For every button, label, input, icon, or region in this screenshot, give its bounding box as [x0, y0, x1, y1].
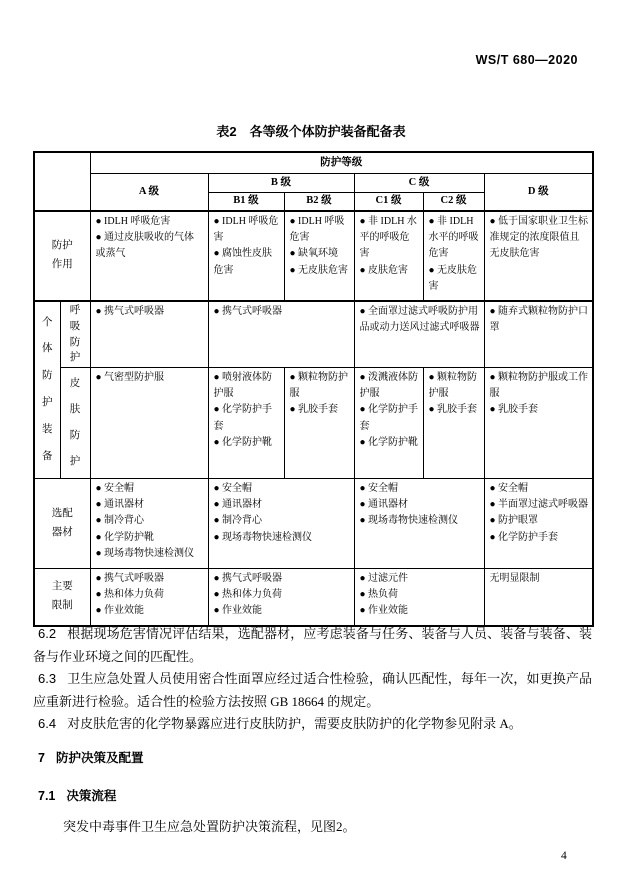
- cell-effect-d: [484, 211, 593, 301]
- bullet-item: ● 化学防护手套: [359, 404, 419, 432]
- bullet-item: ● 现场毒物快速检测仪: [359, 515, 459, 527]
- bullet-item: ● 通讯器材: [359, 499, 409, 511]
- cell-effect-c2: [423, 211, 484, 301]
- clause-6-4: [33, 713, 592, 736]
- bullet-item: ● IDLH 呼吸危害: [213, 216, 279, 244]
- cell-effect-a: [90, 211, 208, 301]
- bullet-item: ● IDLH 呼吸危害: [95, 216, 171, 227]
- row-label-ppe: 个体防护装备: [34, 301, 60, 479]
- row-skin-protection: [34, 368, 593, 479]
- header-class-c: C 级: [354, 173, 484, 192]
- cell-resp-d: [484, 301, 593, 368]
- section-7-1-heading: [33, 788, 592, 804]
- cell-lim-a: [90, 569, 208, 626]
- bullet-item: ● 非 IDLH 水平的呼吸危害: [428, 216, 479, 260]
- bullet-item: ● 喷射液体防护服: [213, 372, 273, 400]
- bullet-item: ● 非 IDLH 水平的呼吸危害: [359, 216, 417, 260]
- bullet-item: ● 现场毒物快速检测仪: [95, 547, 195, 559]
- bullet-item: ● 低于国家职业卫生标准规定的浓度限值且无皮肤危害: [489, 216, 589, 260]
- bullet-item: ● 安全帽: [489, 483, 529, 494]
- bullet-item: ● 热和体力负荷: [95, 589, 165, 601]
- row-label-limits: 主要限制: [34, 569, 90, 626]
- row-respiratory-protection: [34, 301, 593, 368]
- bullet-item: ● 无皮肤危害: [289, 264, 349, 276]
- row-label-skin: 皮肤防护: [60, 368, 90, 479]
- header-class-b2: B2 级: [284, 192, 354, 211]
- bullet-item: ● 化学防护靴: [213, 436, 273, 448]
- table-title: 表2 各等级个体防护装备配备表: [216, 124, 406, 139]
- bullet-item: ● 携气式呼吸器: [95, 573, 165, 584]
- section-7-heading: [33, 750, 592, 766]
- bullet-item: ● 缺氧环境: [289, 248, 339, 260]
- bullet-item: ● 作业效能: [213, 605, 263, 617]
- row-label-optional: 选配器材: [34, 479, 90, 569]
- bullet-item: ● 现场毒物快速检测仪: [213, 531, 313, 543]
- clause-text: 卫生应急处置人员使用密合性面罩应经过适合性检验，确认匹配性，每年一次，如更换产品应重新进行检验。适合性的检验方法按照 GB 18664 的规定。: [33, 671, 592, 709]
- bullet-item: ● 作业效能: [359, 605, 409, 617]
- bullet-item: ● 安全帽: [95, 483, 135, 494]
- ppe-table: [33, 151, 594, 627]
- cell-skin-c2: [423, 368, 484, 479]
- cell-effect-b2: [284, 211, 354, 301]
- clause-text: 对皮肤危害的化学物暴露应进行皮肤防护，需要皮肤防护的化学物参见附录 A。: [67, 716, 522, 731]
- bullet-item: ● 乳胶手套: [489, 404, 539, 416]
- row-protective-effect: [34, 211, 593, 301]
- cell-skin-a: [90, 368, 208, 479]
- bullet-item: ● 全面罩过滤式呼吸防护用品或动力送风过滤式呼吸器: [359, 306, 480, 334]
- header-row-level: [34, 152, 593, 173]
- row-optional-equipment: [34, 479, 593, 569]
- bullet-item: ● 携气式呼吸器: [213, 306, 283, 317]
- section-title: 防护决策及配置: [55, 750, 144, 765]
- bullet-item: ● 无皮肤危害: [428, 264, 478, 292]
- clause-number: 6.3: [38, 671, 57, 686]
- bullet-item: ● 泼溅液体防护服: [359, 372, 419, 400]
- clause-number: 6.4: [38, 716, 57, 731]
- cell-lim-d: 无明显限制: [484, 569, 593, 626]
- bullet-item: ● 制冷背心: [213, 515, 263, 527]
- cell-skin-b2: [284, 368, 354, 479]
- bullet-item: ● 通过皮肤吸收的气体或蒸气: [95, 232, 195, 260]
- header-class-c2: C2 级: [423, 192, 484, 211]
- bullet-item: ● 通讯器材: [213, 499, 263, 511]
- corner-cell: [34, 152, 90, 211]
- cell-lim-c: [354, 569, 484, 626]
- body-text: [33, 623, 592, 852]
- clause-text: 根据现场危害情况评估结果，选配器材，应考虑装备与任务、装备与人员、装备与装备、装备与作业环境之间的匹配性。: [33, 626, 592, 664]
- bullet-item: ● 安全帽: [359, 483, 399, 494]
- bullet-item: ● 颗粒物防护服: [289, 372, 349, 400]
- section-number: 7: [38, 750, 45, 765]
- cell-skin-b1: [208, 368, 284, 479]
- header-class-d: D 级: [484, 173, 593, 211]
- bullet-item: ● 颗粒物防护服或工作服: [489, 372, 589, 400]
- bullet-item: ● 化学防护手套: [489, 531, 559, 543]
- cell-effect-b1: [208, 211, 284, 301]
- bullet-item: ● 制冷背心: [95, 515, 145, 527]
- section-number: 7.1: [38, 788, 56, 803]
- standard-number: WS/T 680—2020: [475, 53, 578, 67]
- bullet-item: ● IDLH 呼吸危害: [289, 216, 345, 244]
- cell-lim-b: [208, 569, 354, 626]
- bullet-item: ● 气密型防护服: [95, 372, 165, 383]
- bullet-item: ● 乳胶手套: [428, 404, 478, 416]
- header-class-b: B 级: [208, 173, 354, 192]
- header-row-classes: [34, 173, 593, 192]
- row-main-limits: [34, 569, 593, 626]
- bullet-item: ● 半面罩过滤式呼吸器: [489, 499, 589, 511]
- bullet-item: ● 热负荷: [359, 589, 399, 601]
- bullet-item: ● 乳胶手套: [289, 404, 339, 416]
- bullet-item: ● 腐蚀性皮肤危害: [213, 248, 273, 276]
- header-protection-level: 防护等级: [90, 152, 593, 173]
- cell-resp-a: [90, 301, 208, 368]
- row-label-effect: 防护作用: [34, 211, 90, 301]
- bullet-item: ● 安全帽: [213, 483, 253, 494]
- bullet-item: ● 热和体力负荷: [213, 589, 283, 601]
- cell-skin-c1: [354, 368, 423, 479]
- cell-skin-d: [484, 368, 593, 479]
- page-number: 4: [561, 850, 567, 862]
- cell-opt-c: [354, 479, 484, 569]
- bullet-item: ● 通讯器材: [95, 499, 145, 511]
- header-class-c1: C1 级: [354, 192, 423, 211]
- bullet-item: ● 防护眼罩: [489, 515, 539, 527]
- clause-number: 6.2: [38, 626, 57, 641]
- bullet-item: ● 颗粒物防护服: [428, 372, 478, 400]
- cell-opt-d: [484, 479, 593, 569]
- header-class-a: A 级: [90, 173, 208, 211]
- bullet-item: ● 携气式呼吸器: [213, 573, 283, 584]
- cell-effect-c1: [354, 211, 423, 301]
- bullet-item: ● 化学防护靴: [95, 531, 155, 543]
- bullet-item: ● 随弃式颗粒物防护口罩: [489, 306, 589, 334]
- cell-resp-b: [208, 301, 354, 368]
- cell-opt-a: [90, 479, 208, 569]
- bullet-item: ● 作业效能: [95, 605, 145, 617]
- clause-6-2: [33, 623, 592, 668]
- bullet-item: ● 化学防护靴: [359, 436, 419, 448]
- cell-resp-c: [354, 301, 484, 368]
- cell-opt-b: [208, 479, 354, 569]
- section-7-1-body: 突发中毒事件卫生应急处置防护决策流程，见图2。: [63, 819, 356, 834]
- bullet-item: ● 皮肤危害: [359, 264, 409, 276]
- section-title: 决策流程: [66, 788, 117, 803]
- header-class-b1: B1 级: [208, 192, 284, 211]
- clause-6-3: [33, 668, 592, 713]
- bullet-item: ● 化学防护手套: [213, 404, 273, 432]
- bullet-item: ● 携气式呼吸器: [95, 306, 165, 317]
- bullet-item: ● 过滤元件: [359, 573, 409, 584]
- row-label-respiratory: 呼吸防护: [60, 301, 90, 368]
